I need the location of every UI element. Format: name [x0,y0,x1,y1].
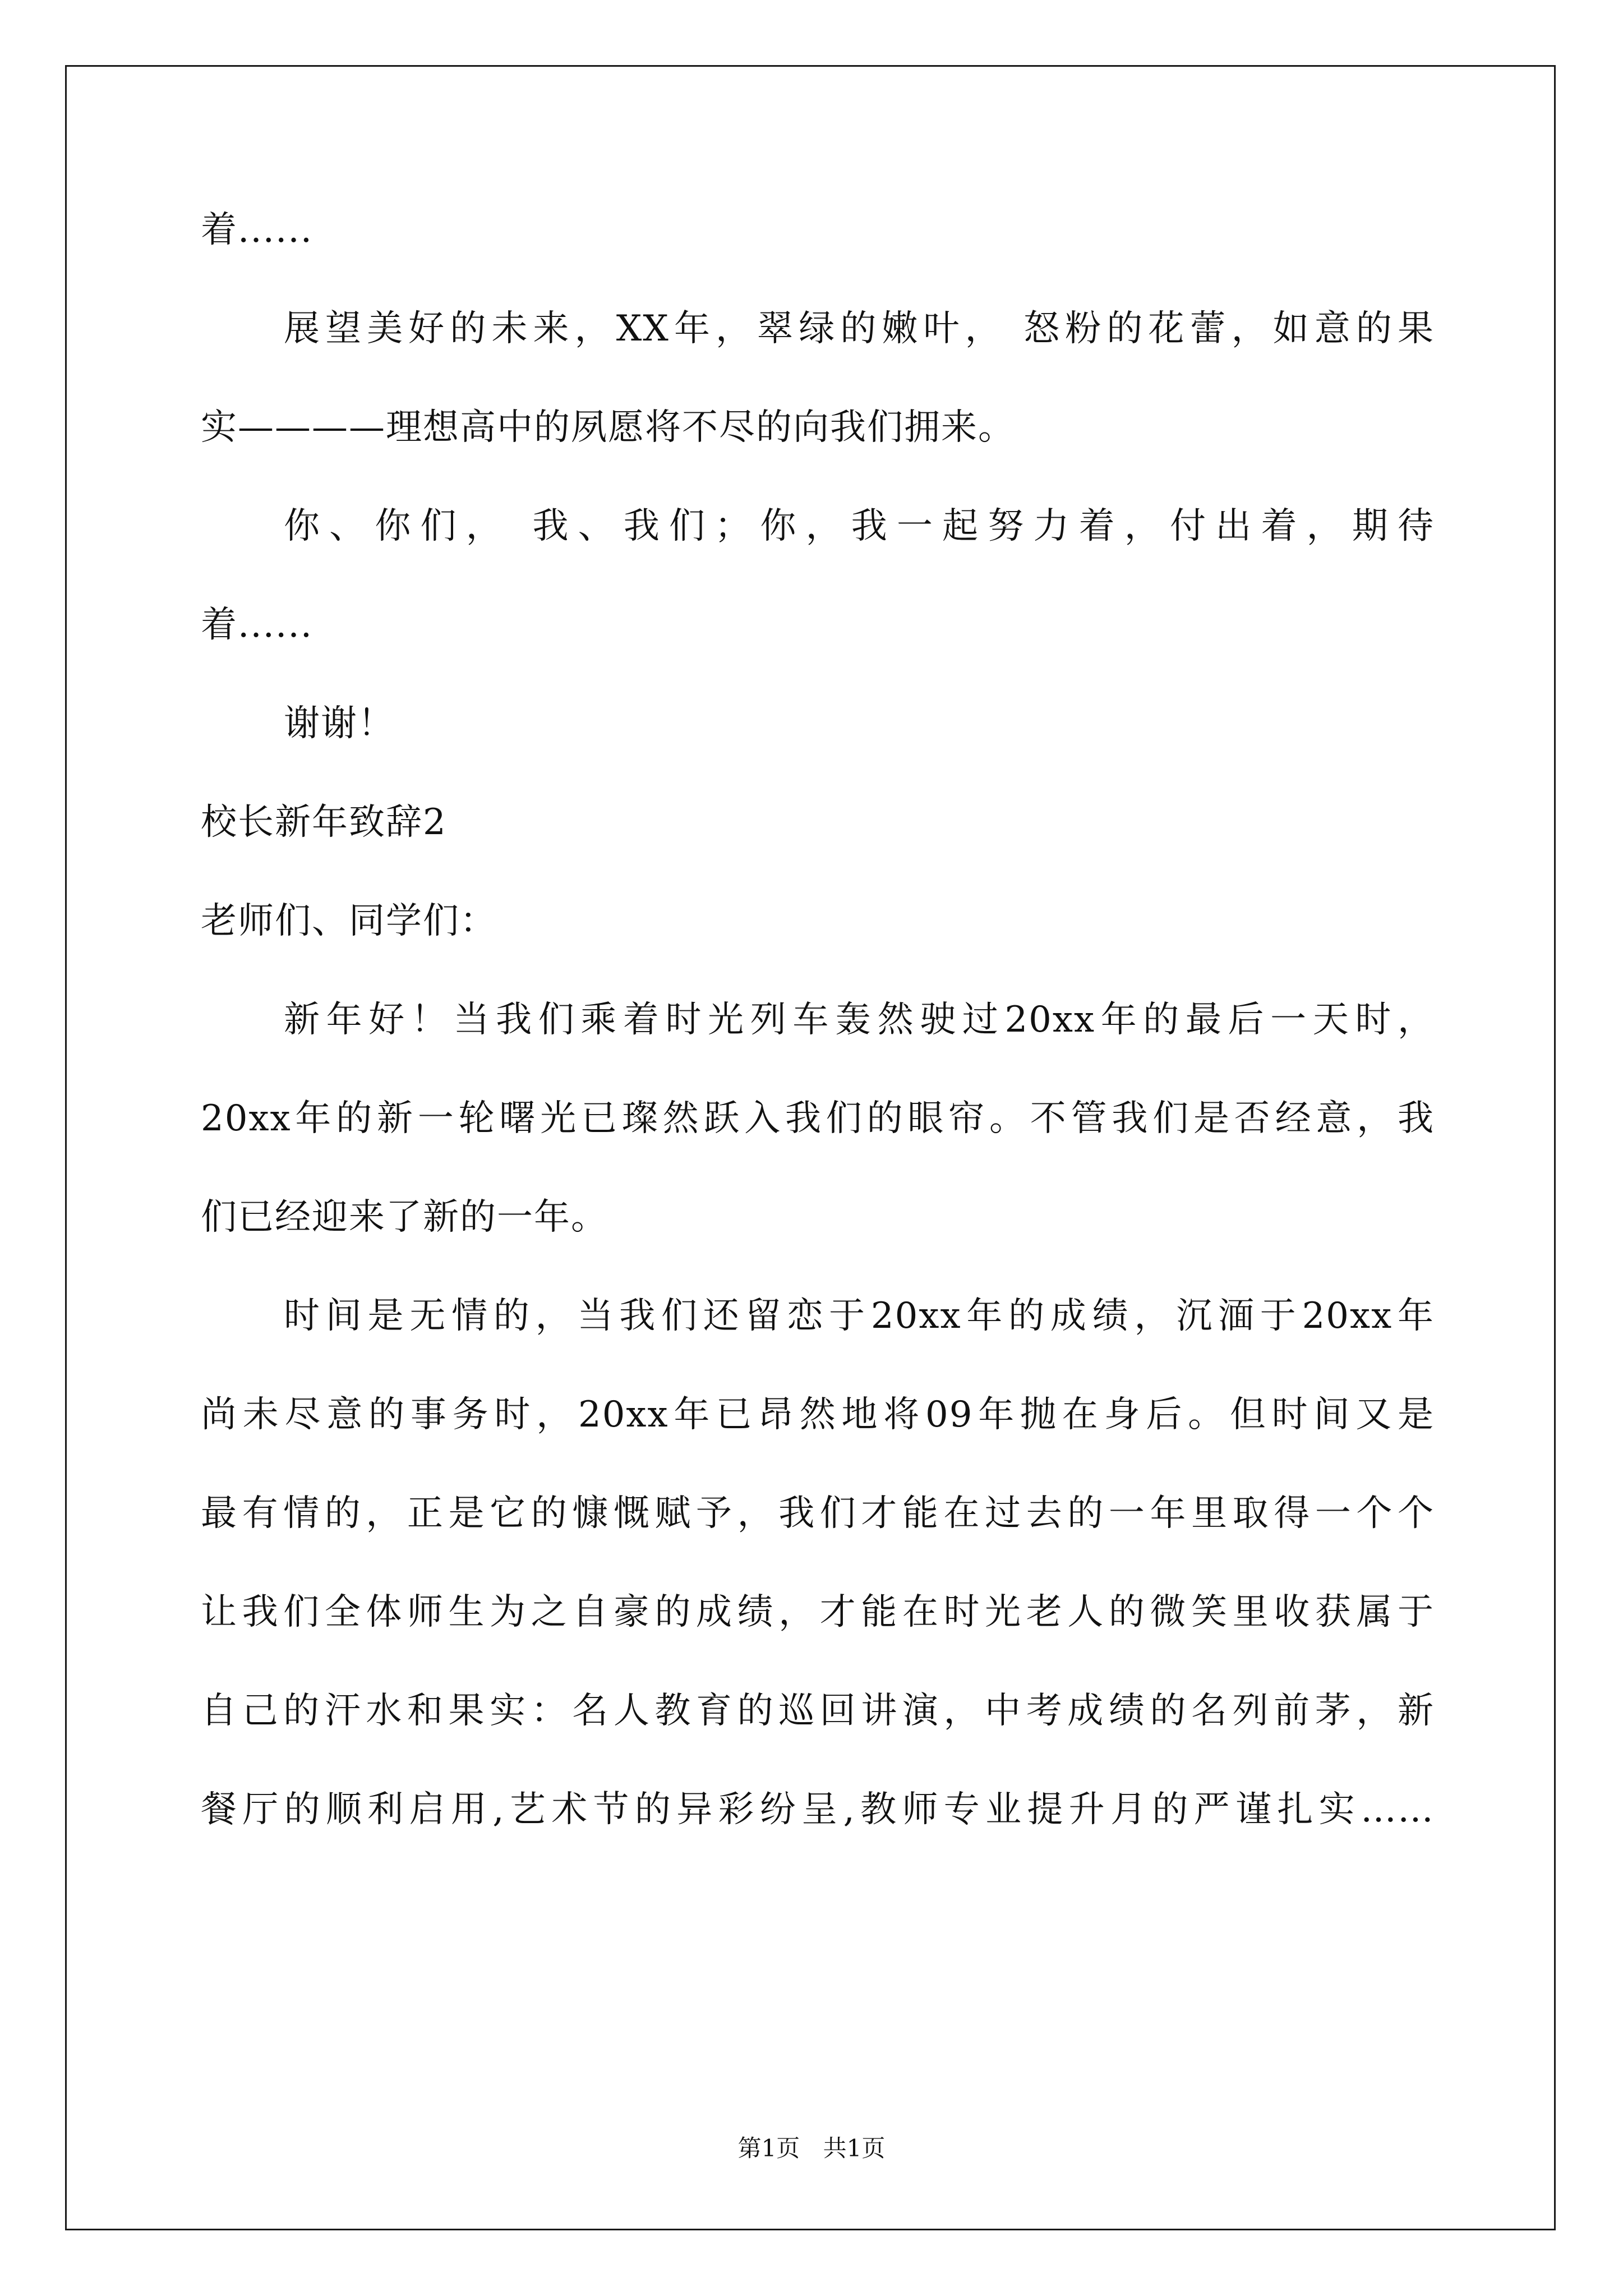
text-line: 餐厅的顺利启用,艺术节的异彩纷呈,教师专业提升月的严谨扎实…… [201,1789,1435,1830]
text-line: 展望美好的未来，XX年，翠绿的嫩叶， 怒粉的花蕾，如意的果 [284,308,1435,349]
page-total: 共1页 [823,2134,886,2162]
page-number: 第1页 [737,2134,800,2162]
text-line: 时间是无情的，当我们还留恋于20xx年的成绩，沉湎于20xx年 [284,1295,1435,1337]
page-border [65,65,1556,2230]
text-line: 尚未尽意的事务时，20xx年已昂然地将09年抛在身后。但时间又是 [201,1394,1435,1435]
text-line: 让我们全体师生为之自豪的成绩，才能在时光老人的微笑里收获属于 [201,1591,1435,1633]
text-line: 实————理想高中的夙愿将不尽的向我们拥来。 [201,407,1015,448]
text-line: 谢谢！ [284,703,395,744]
text-line: 着...... [201,209,313,251]
text-line: 20xx年的新一轮曙光已璨然跃入我们的眼帘。不管我们是否经意，我 [201,1098,1435,1139]
text-line: 你、你们， 我、我们；你，我一起努力着，付出着，期待 [284,505,1435,547]
salutation: 老师们、同学们： [201,900,497,942]
text-line: 最有情的，正是它的慷慨赋予，我们才能在过去的一年里取得一个个 [201,1493,1435,1534]
text-line: 新年好！当我们乘着时光列车轰然驶过20xx年的最后一天时， [284,999,1435,1041]
text-line: 自己的汗水和果实：名人教育的巡回讲演，中考成绩的名列前茅，新 [201,1690,1435,1732]
text-line: 着...... [201,604,313,646]
text-line: 们已经迎来了新的一年。 [201,1197,608,1238]
section-heading: 校长新年致辞2 [201,802,447,843]
page-footer [0,2132,1623,2165]
